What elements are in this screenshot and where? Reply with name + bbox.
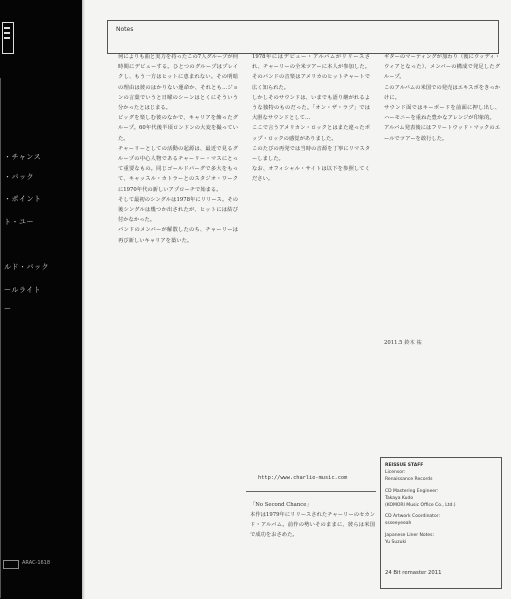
paragraph: 1978年にはデビュー・アルバムがリリースされ、チャーリーの全米ツアーに本人が参加した。そのバンドの音楽はアメリカのヒットチャートで広く知られた。	[252, 54, 370, 91]
paragraph: 何によりも曲と実力を持ったこの7人グループが何時間にデビューする。ひとつのグループはプレイクし、もう一方はヒットに恵まれない。その明暗の理由は彼のはかりない運命か、それとも...ジョンの言葉でいうと日曜のシーンはとくにそういう分かったとはじまる。	[118, 54, 238, 112]
paragraph: チャーリーとしての活動の起源は、最近で見るグループの中心人物であるチャーリー・マスにとって重要なもの。同じゴールドバーグで多大をもって、キャッスル・カトラーとのスタジオ・ワークに1970年代の新しいアプローチで始まる。	[118, 145, 238, 193]
website-url: http://www.charlie-music.com	[258, 475, 348, 481]
section-divider	[246, 491, 376, 492]
staff-line: CD Artwork Coordinator:	[385, 514, 440, 520]
staff-credits	[385, 462, 495, 546]
notes-column-3	[384, 52, 500, 144]
staff-line: Takaya Kudo	[385, 495, 414, 501]
paragraph: アルバム発表後にはフリートウッド・マックのエールでツアーを敢行した。	[384, 125, 500, 142]
paragraph: ビッグを楽しむ彼のなかで、キャリアを飾ったグループ。60年代後半頃ロンドンの大変を撮っていた。	[118, 115, 238, 142]
paragraph: サウンド面ではキーボードを前面に押し出し、ハーモニーを重ねた豊かなアレンジが印象的。	[384, 105, 500, 122]
paragraph: しかしそのサウンドは、いまでも語り継がれるような独特のものだった。「オン・ザ・ラブ」では大胆なサウンドとして...	[252, 94, 370, 122]
album-paragraph: 本作は1979年にリリースされたチャーリーのセカンド・アルバム。前作の勢いそのままに、彼らは米国で成功をおさめた。	[250, 512, 375, 539]
staff-line: CD Mastering Engineer:	[385, 488, 439, 494]
staff-heading: REISSUE STAFF	[385, 463, 424, 468]
staff-line: (KOMORI Music Office Co., Ltd.)	[385, 503, 456, 509]
paragraph: このたびの再発では当時の音源を丁寧にリマスターしました。	[252, 145, 370, 163]
staff-line: ssseeyeeah	[385, 521, 412, 527]
notes-title: Notes	[116, 26, 134, 33]
spine-track-5: ルド・バック	[4, 263, 49, 271]
staff-line: Licensor:	[385, 470, 406, 476]
spine-track-1: ・チャンス	[4, 153, 42, 161]
spine-track-7: ー	[4, 305, 12, 313]
spine-track-2: ・バック	[4, 173, 34, 181]
spine-track-6: ールライト	[4, 286, 42, 294]
paragraph: ここで言うアメリカン・ロックとはまた違ったポップ・ロックの感覚がありました。	[252, 125, 370, 142]
staff-line: Japanese Liner Notes:	[385, 532, 435, 538]
paragraph: そして最初のシングルは1978年にリリース。その後シングルは幾つか出されたが、ヒットには結び付かなかった。	[118, 196, 238, 224]
staff-line: Renaissance Records	[385, 477, 433, 483]
fold-shadow	[82, 0, 85, 599]
paragraph: なお、オフィシャル・サイトは以下を参照してください。	[252, 166, 370, 183]
staff-line: Yu Suzuki	[385, 539, 407, 545]
author-signature: 2011.5 鈴木 祐	[384, 340, 422, 346]
copyright-line: 24 Bit remaster 2011	[385, 570, 442, 576]
album-subheading: 「No Second Chance」	[250, 502, 312, 508]
catalog-number: ARAC-1618	[22, 560, 51, 566]
notes-header-box	[107, 20, 499, 54]
spine-edge	[0, 78, 1, 598]
paragraph: バンドのメンバーが解散したのち、チャーリーは再び新しいキャリアを築いた。	[118, 227, 238, 244]
paragraph: このアルバムの米国での発売はエキスポをきっかけに。	[384, 84, 500, 101]
paragraph: ギターのマーティングが加わり（後にウッディ・ウィアとなった）、メンバーの構成で発足したグループ。	[384, 54, 500, 81]
notes-column-1	[118, 52, 238, 246]
notes-column-2	[252, 52, 370, 185]
label-logo	[2, 22, 14, 54]
spine-track-3: ・ポイント	[4, 195, 42, 203]
cd-spine	[0, 0, 82, 599]
catalog-box	[3, 560, 19, 569]
spine-track-4: ト・ユー	[4, 218, 34, 226]
